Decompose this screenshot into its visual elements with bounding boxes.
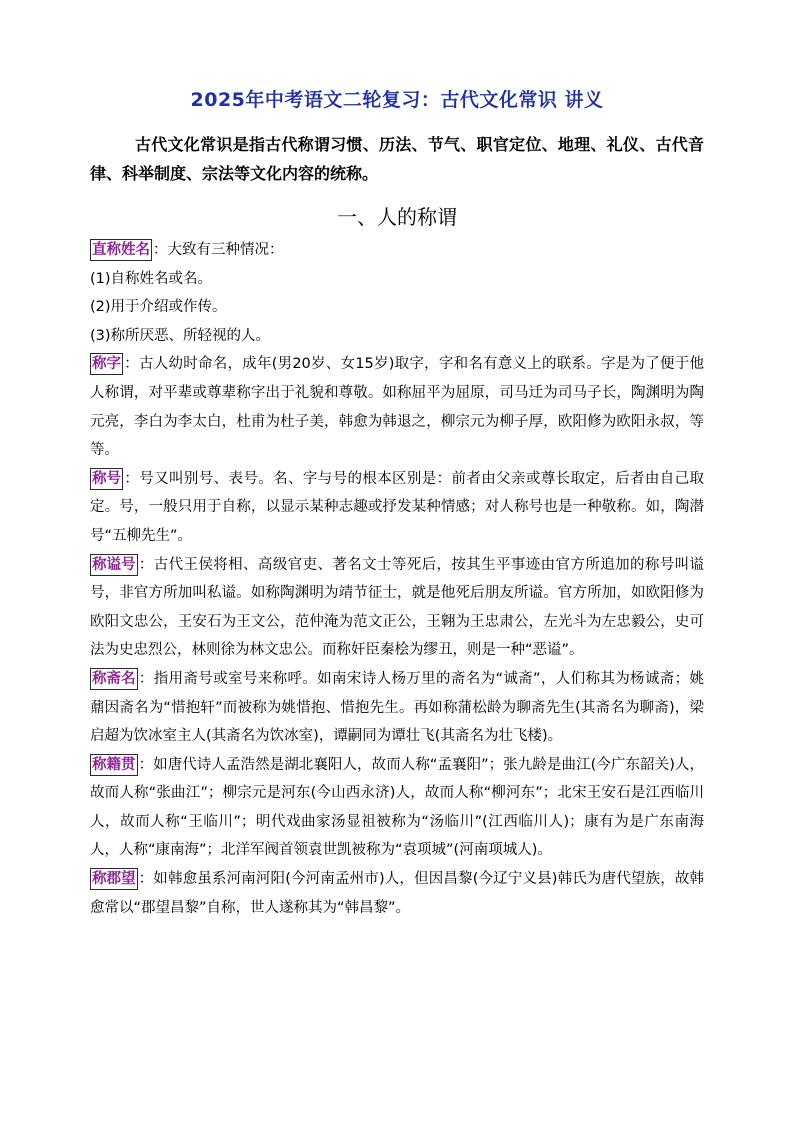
intro-paragraph: 古代文化常识是指古代称谓习惯、历法、节气、职官定位、地理、礼仪、古代音律、科举制度、宗法等文化内容的统称。 bbox=[90, 135, 704, 183]
entry-text: (3)称所厌恶、所轻视的人。 bbox=[90, 327, 271, 344]
section-title: 一、人的称谓 bbox=[337, 205, 457, 229]
list-item bbox=[90, 236, 704, 265]
entry-text: (2)用于介绍或作传。 bbox=[90, 299, 227, 316]
term-label: 称郡望 bbox=[90, 868, 138, 890]
entry-text: ：指用斋号或室号来称呼。如南宋诗人杨万里的斋名为“诚斋”，人们称其为杨诚斋；姚鼐因斋名为“惜抱轩”而被称为姚惜抱、惜抱先生。再如称蒲松龄为聊斋先生(其斋名为聊斋)，梁启超为饮冰室主人(其斋名为饮冰室)，谭嗣同为谭壮飞(其斋名为壮飞楼)。 bbox=[90, 670, 704, 745]
entry-text: (1)自称姓名或名。 bbox=[90, 270, 213, 287]
entry-text: ：如韩愈虽系河南河阳(今河南孟州市)人，但因昌黎(今辽宁义县)韩氏为唐代望族，故韩愈常以“郡望昌黎”自称，世人遂称其为“韩昌黎”。 bbox=[90, 871, 704, 916]
entry-text: ：古人幼时命名，成年(男20岁、女15岁)取字，字和名有意义上的联系。字是为了便于他人称谓，对平辈或尊辈称字出于礼貌和尊敬。如称屈平为屈原，司马迁为司马子长，陶渊明为陶元亮，李白为李太白，杜甫为杜子美，韩愈为韩退之，柳宗元为柳子厚，欧阳修为欧阳永叔，等等。 bbox=[90, 356, 704, 459]
document-title: 2025年中考语文二轮复习：古代文化常识 讲义 bbox=[190, 89, 604, 111]
entry-text: ：如唐代诗人孟浩然是湖北襄阳人，故而人称“孟襄阳”；张九龄是曲江(今广东韶关)人，故而人称“张曲江”；柳宗元是河东(今山西永济)人，故而人称“柳河东”；北宋王安石是江西临川人，故而人称“王临川”；明代戏曲家汤显祖被称为“汤临川”(江西临川人)；康有为是广东南海人，人称“康南海”；北洋军阀首领袁世凯被称为“袁项城”(河南项城人)。 bbox=[90, 756, 704, 859]
list-item bbox=[90, 865, 704, 922]
term-label: 称字 bbox=[90, 353, 123, 375]
document-page bbox=[90, 80, 704, 922]
list-item bbox=[90, 350, 704, 464]
entry-text: ：号又叫别号、表号。名、字与号的根本区别是：前者由父亲或尊长取定，后者由自己取定。号，一般只用于自称，以显示某种志趣或抒发某种情感；对人称号也是一种敬称。如，陶潜号“五柳先生”。 bbox=[90, 470, 704, 544]
term-label: 称斋名 bbox=[90, 668, 138, 690]
list-item bbox=[90, 293, 704, 322]
list-item bbox=[90, 265, 704, 294]
list-item bbox=[90, 322, 704, 351]
list-item bbox=[90, 551, 704, 665]
list-item bbox=[90, 665, 704, 751]
list-item bbox=[90, 751, 704, 865]
term-label: 称籍贯 bbox=[90, 754, 138, 776]
list-item bbox=[90, 465, 704, 551]
entry-text: ：古代王侯将相、高级官吏、著名文士等死后，按其生平事迹由官方所追加的称号叫谥号，非官方所加叫私谥。如称陶渊明为靖节征士，就是他死后朋友所谥。官方所加，如欧阳修为欧阳文忠公，王安石为王文公，范仲淹为范文正公，王翱为王忠肃公，左光斗为左忠毅公，史可法为史忠烈公，林则徐为林文忠公。而称奸臣秦桧为缪丑，则是一种“恶谥”。 bbox=[90, 556, 704, 659]
term-label: 称号 bbox=[90, 468, 123, 490]
entries-list bbox=[90, 236, 704, 922]
term-label: 称谥号 bbox=[90, 554, 138, 576]
entry-text: ：大致有三种情况： bbox=[153, 242, 284, 258]
term-label: 直称姓名 bbox=[90, 239, 152, 261]
